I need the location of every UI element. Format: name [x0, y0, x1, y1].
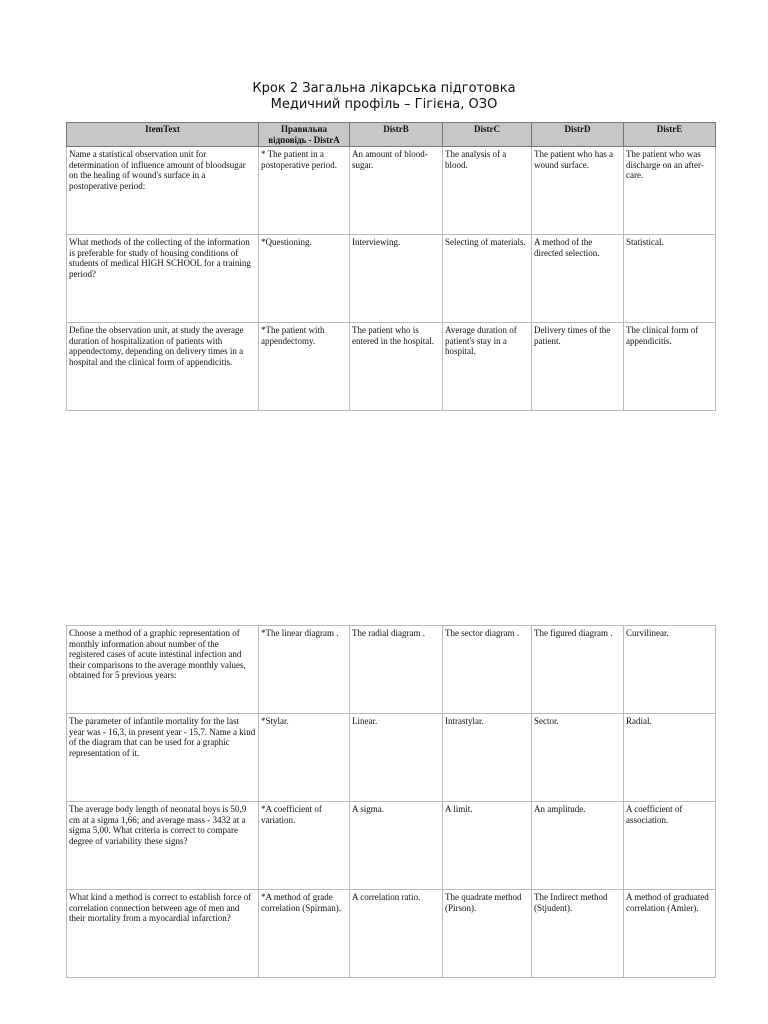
answer-d: Delivery times of the patient.: [532, 323, 624, 411]
answer-a: * The patient in a postoperative period.: [259, 147, 350, 235]
answer-d: The figured diagram .: [532, 626, 624, 714]
answer-b: The patient who is entered in the hospital.: [350, 323, 443, 411]
table-row: [67, 890, 716, 978]
header-distr-d: DistrD: [532, 123, 624, 147]
answer-d: An amplitude.: [532, 802, 624, 890]
question-text: Define the observation unit, at study the average duration of hospitalization of patients with appendectomy, depending on delivery times in a hospital and the clinical form of appendicitis.: [67, 323, 259, 411]
answer-e: A method of graduated correlation (Amler).: [624, 890, 716, 978]
question-text: Choose a method of a graphic representation of monthly information about number of the registered cases of acute intestinal infection and their comparisons to the average monthly values, obtained for 5 previous years:: [67, 626, 259, 714]
title-line-1: Крок 2 Загальна лікарська підготовка: [252, 81, 516, 96]
answer-c: A limit.: [443, 802, 532, 890]
answer-b: The radial diagram .: [350, 626, 443, 714]
question-text: The average body length of neonatal boys is 50,9 cm at a sigma 1,66; and average mass - 3432 at a sigma 5,00. What criteria is correct to compare degree of variability these signs?: [67, 802, 259, 890]
answer-a: *Questioning.: [259, 235, 350, 323]
answer-e: The patient who was discharge on an after-care.: [624, 147, 716, 235]
answer-d: The Indirect method (Stjudent).: [532, 890, 624, 978]
header-distr-c: DistrC: [443, 123, 532, 147]
document-title: [0, 81, 768, 113]
table-row: [67, 714, 716, 802]
answer-b: Linear.: [350, 714, 443, 802]
answer-e: Statistical.: [624, 235, 716, 323]
answer-d: Sector.: [532, 714, 624, 802]
question-text: What kind a method is correct to establish force of correlation connection between age of men and their mortality from a myocardial infarction?: [67, 890, 259, 978]
questions-table-part-1: [66, 122, 716, 411]
answer-a: *Stylar.: [259, 714, 350, 802]
table-row: [67, 802, 716, 890]
answer-e: Radial.: [624, 714, 716, 802]
answer-a: *A coefficient of variation.: [259, 802, 350, 890]
question-text: Name a statistical observation unit for determination of influence amount of bloodsugar on the healing of wound's surface in a postoperative period:: [67, 147, 259, 235]
table-row: [67, 147, 716, 235]
table-header-row: [67, 123, 716, 147]
answer-c: Selecting of materials.: [443, 235, 532, 323]
header-distr-a: Правильна відповідь - DistrA: [259, 123, 350, 147]
header-itemtext: ItemText: [67, 123, 259, 147]
answer-e: Curvilinear.: [624, 626, 716, 714]
title-line-2: Медичний профіль – Гігієна, ОЗО: [270, 97, 498, 112]
answer-c: The quadrate method (Pirson).: [443, 890, 532, 978]
answer-a: *The linear diagram .: [259, 626, 350, 714]
table-row: [67, 235, 716, 323]
table-row: [67, 626, 716, 714]
header-distr-e: DistrE: [624, 123, 716, 147]
answer-d: The patient who has a wound surface.: [532, 147, 624, 235]
answer-b: Interviewing.: [350, 235, 443, 323]
answer-b: A sigma.: [350, 802, 443, 890]
questions-table-part-2: [66, 625, 716, 978]
answer-c: Intrastylar.: [443, 714, 532, 802]
table-row: [67, 323, 716, 411]
answer-c: The analysis of a blood.: [443, 147, 532, 235]
answer-c: The sector diagram .: [443, 626, 532, 714]
answer-e: A coefficient of association.: [624, 802, 716, 890]
answer-d: A method of the directed selection.: [532, 235, 624, 323]
question-text: The parameter of infantile mortality for the last year was - 16,3, in present year - 15,7. Name a kind of the diagram that can be used for a graphic representation of it.: [67, 714, 259, 802]
answer-c: Average duration of patient's stay in a hospital.: [443, 323, 532, 411]
question-text: What methods of the collecting of the information is preferable for study of housing conditions of students of medical HIGH SCHOOL for a training period?: [67, 235, 259, 323]
answer-b: An amount of blood-sugar.: [350, 147, 443, 235]
answer-a: *The patient with appendectomy.: [259, 323, 350, 411]
answer-b: A correlation ratio.: [350, 890, 443, 978]
answer-e: The clinical form of appendicitis.: [624, 323, 716, 411]
header-distr-b: DistrB: [350, 123, 443, 147]
answer-a: *A method of grade correlation (Spirman).: [259, 890, 350, 978]
